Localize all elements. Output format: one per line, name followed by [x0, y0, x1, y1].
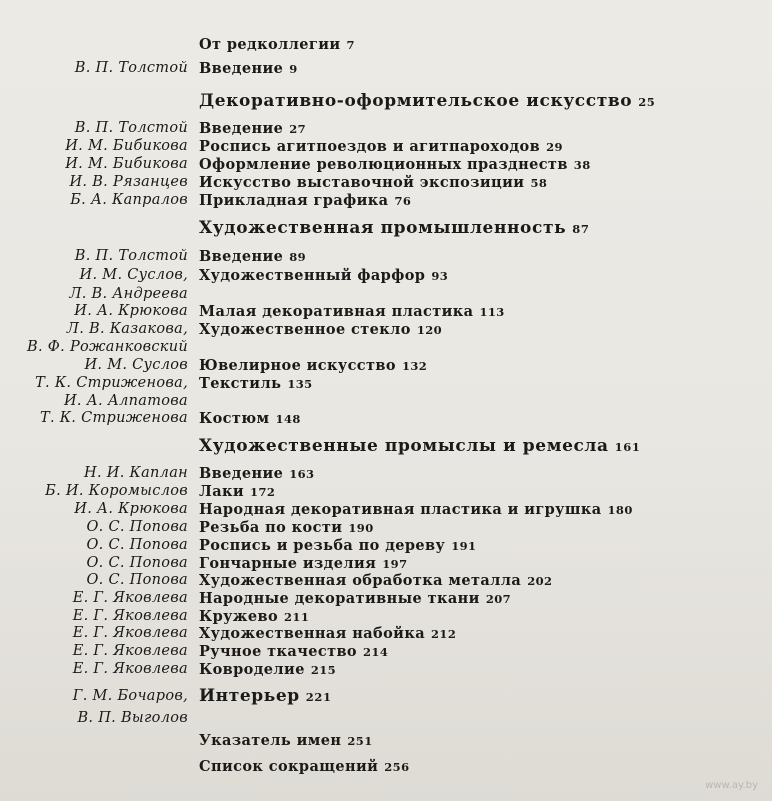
toc-author: Г. М. Бочаров, — [72, 688, 188, 704]
toc-page-number: 221 — [305, 690, 332, 704]
toc-title: Кружево — [199, 608, 279, 625]
toc-page-number: 38 — [573, 158, 591, 172]
toc-author: О. С. Попова — [86, 572, 188, 588]
toc-page-number: 214 — [363, 645, 389, 659]
toc-author: Т. К. Стриженова — [39, 410, 188, 426]
toc-entry — [199, 267, 448, 284]
toc-title: Гончарные изделия — [199, 555, 377, 572]
toc-page-number: 25 — [638, 95, 656, 109]
toc-title: От редколлегии — [199, 36, 341, 53]
toc-title: Введение — [199, 465, 284, 482]
toc-page-number: 76 — [394, 194, 412, 208]
toc-entry — [199, 156, 591, 173]
toc-entry — [199, 465, 314, 482]
toc-author: Л. В. Казакова, — [66, 321, 188, 337]
toc-title: Ковроделие — [199, 661, 305, 678]
toc-title: Художественная промышленность — [199, 218, 567, 238]
toc-page-number: 9 — [289, 62, 298, 76]
toc-author: И. А. Крюкова — [74, 501, 188, 517]
toc-page-number: 29 — [546, 140, 563, 154]
toc-author: Л. В. Андреева — [69, 286, 188, 302]
toc-title: Ювелирное искусство — [199, 357, 396, 374]
toc-title: Текстиль — [199, 375, 282, 392]
toc-page-number: 215 — [310, 663, 337, 677]
toc-author: В. П. Толстой — [74, 248, 188, 264]
toc-page-number: 58 — [530, 176, 548, 190]
toc-title: Костюм — [199, 410, 270, 427]
toc-author: Е. Г. Яковлева — [72, 643, 188, 659]
toc-page-number: 163 — [289, 467, 315, 481]
toc-page-number: 180 — [607, 503, 633, 517]
toc-entry — [199, 590, 511, 607]
toc-entry — [199, 36, 355, 53]
toc-title: Введение — [199, 248, 284, 265]
toc-author: И. М. Бибикова — [65, 138, 188, 154]
toc-page-number: 212 — [431, 627, 457, 641]
toc-title: Художественные промыслы и ремесла — [199, 436, 609, 456]
toc-entry — [199, 138, 563, 155]
toc-page-number: 27 — [289, 122, 307, 136]
toc-section-heading — [199, 218, 589, 238]
toc-title: Художественная набойка — [199, 625, 426, 642]
toc-author: И. М. Бибикова — [65, 156, 188, 172]
toc-author: Б. И. Коромыслов — [45, 483, 188, 499]
toc-page-number: 113 — [479, 305, 505, 319]
toc-title: Ручное ткачество — [199, 643, 358, 660]
toc-author: В. П. Выголов — [77, 710, 188, 726]
toc-entry — [199, 321, 442, 338]
toc-page-number: 191 — [451, 539, 477, 553]
toc-title: Роспись и резьба по дереву — [199, 537, 446, 554]
toc-section-heading — [199, 686, 332, 706]
toc-author: Е. Г. Яковлева — [72, 625, 188, 641]
toc-entry — [199, 643, 388, 660]
toc-entry — [199, 483, 275, 500]
toc-title: Декоративно-оформительское искусство — [199, 91, 633, 111]
toc-page-number: 132 — [401, 359, 428, 373]
toc-author: Н. И. Каплан — [84, 465, 188, 481]
toc-entry — [199, 519, 374, 536]
toc-title: Малая декоративная пластика — [199, 303, 474, 320]
toc-title: Список сокращений — [199, 758, 379, 775]
toc-page-number: 202 — [527, 574, 553, 588]
toc-title: Художественный фарфор — [199, 267, 426, 284]
toc-entry — [199, 192, 411, 209]
toc-author: И. М. Суслов — [84, 357, 188, 373]
toc-entry — [199, 608, 309, 625]
toc-author: И. А. Крюкова — [74, 303, 188, 319]
toc-author: Т. К. Стриженова, — [35, 375, 188, 391]
toc-page-number: 7 — [346, 38, 355, 52]
toc-author: О. С. Попова — [86, 519, 188, 535]
toc-page-number: 161 — [614, 440, 641, 454]
toc-author: Е. Г. Яковлева — [72, 590, 188, 606]
toc-title: Интерьер — [199, 686, 300, 706]
toc-author: В. П. Толстой — [74, 120, 188, 136]
toc-title: Указатель имен — [199, 732, 342, 749]
toc-page-number: 135 — [287, 377, 313, 391]
toc-page-number: 256 — [384, 760, 410, 774]
toc-page-number: 148 — [275, 412, 301, 426]
watermark: www.ay.by — [705, 780, 758, 791]
toc-entry — [199, 120, 306, 137]
toc-title: Народная декоративная пластика и игрушка — [199, 501, 602, 518]
toc-page-number: 197 — [382, 557, 408, 571]
toc-entry — [199, 375, 313, 392]
toc-author: И. М. Суслов, — [79, 267, 188, 283]
toc-title: Введение — [199, 60, 284, 77]
toc-title: Резьба по кости — [199, 519, 343, 536]
toc-entry — [199, 357, 427, 374]
toc-entry — [199, 555, 407, 572]
toc-page-number: 89 — [289, 250, 307, 264]
toc-page-number: 93 — [431, 269, 449, 283]
toc-section-heading — [199, 91, 655, 111]
toc-title: Лаки — [199, 483, 245, 500]
toc-entry — [199, 572, 552, 589]
toc-title: Художественное стекло — [199, 321, 411, 338]
toc-author: Е. Г. Яковлева — [72, 608, 188, 624]
toc-title: Введение — [199, 120, 284, 137]
toc-author: Б. А. Капралов — [70, 192, 188, 208]
toc-title: Оформление революционных празднеств — [199, 156, 568, 173]
toc-author: О. С. Попова — [86, 537, 188, 553]
toc-title: Художественная обработка металла — [199, 572, 522, 589]
toc-entry — [199, 537, 476, 554]
toc-page-number: 172 — [250, 485, 276, 499]
toc-entry — [199, 501, 633, 518]
toc-entry — [199, 758, 410, 775]
toc-entry — [199, 410, 301, 427]
toc-title: Прикладная графика — [199, 192, 389, 209]
toc-entry — [199, 174, 547, 191]
toc-page-number: 120 — [416, 323, 443, 337]
toc-entry — [199, 248, 306, 265]
toc-page-number: 251 — [347, 734, 373, 748]
toc-author: И. В. Рязанцев — [69, 174, 188, 190]
toc-title: Искусство выставочной экспозиции — [199, 174, 525, 191]
toc-author: О. С. Попова — [86, 555, 188, 571]
toc-page-number: 207 — [485, 592, 512, 606]
toc-page-number: 190 — [348, 521, 374, 535]
toc-author: В. П. Толстой — [74, 60, 188, 76]
toc-entry — [199, 625, 456, 642]
toc-page-number: 211 — [284, 610, 310, 624]
toc-title: Народные декоративные ткани — [199, 590, 480, 607]
toc-author: Е. Г. Яковлева — [72, 661, 188, 677]
toc-entry — [199, 60, 298, 77]
toc-entry — [199, 732, 373, 749]
toc-section-heading — [199, 436, 640, 456]
toc-entry — [199, 303, 505, 320]
toc-page-number: 87 — [572, 222, 590, 236]
toc-author: И. А. Алпатова — [63, 393, 188, 409]
toc-title: Роспись агитпоездов и агитпароходов — [199, 138, 541, 155]
toc-author: В. Ф. Рожанковский — [27, 339, 188, 355]
toc-entry — [199, 661, 336, 678]
